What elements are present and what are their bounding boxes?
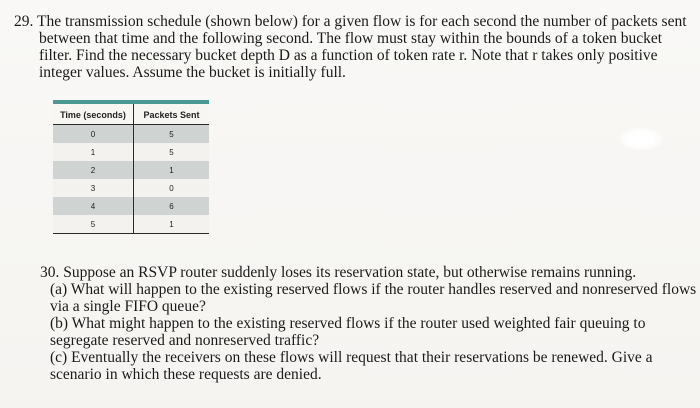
light-glare [620, 128, 662, 150]
problem-30-part-b-line-1: (b) What might happen to the existing reserved flows if the router used weighted fair queuing to [50, 315, 646, 332]
problem-29-line-2: between that time and the following second. The flow must stay within the bounds of a token bucket [39, 30, 663, 47]
problem-30 [40, 264, 697, 383]
problem-29-line-3: filter. Find the necessary bucket depth D as a function of token rate r. Note that r takes only positive [39, 47, 658, 64]
problem-29 [14, 13, 698, 81]
problem-30-part-a-line-2: via a single FIFO queue? [50, 298, 206, 315]
packets-cell: 6 [134, 197, 210, 215]
packets-cell: 5 [134, 125, 210, 144]
header-packets: Packets Sent [134, 102, 210, 125]
problem-30-number: 30. [40, 264, 60, 281]
table-row [53, 215, 209, 234]
time-cell: 5 [53, 215, 134, 234]
table-row [53, 179, 209, 197]
problem-30-part-a-line-1: (a) What will happen to the existing reserved flows if the router handles reserved and nonreserved flows [50, 281, 697, 298]
time-cell: 2 [53, 161, 134, 179]
table-row [53, 197, 209, 215]
problem-30-part-c-line-1: (c) Eventually the receivers on these flows will request that their reservations be renewed. Give a [50, 349, 653, 366]
problem-29-number: 29. [14, 13, 34, 30]
packets-cell: 0 [134, 179, 210, 197]
time-cell: 0 [53, 125, 134, 144]
header-time: Time (seconds) [53, 102, 134, 125]
packets-cell: 1 [134, 161, 210, 179]
problem-30-part-b-line-2: segregate reserved and nonreserved traffic? [50, 332, 320, 349]
transmission-schedule-table [53, 100, 209, 234]
time-cell: 4 [53, 197, 134, 215]
problem-29-line-1: 29. The transmission schedule (shown below) for a given flow is for each second the number of packets sent [14, 13, 687, 30]
table-header-row [53, 102, 209, 125]
table-row [53, 161, 209, 179]
table-row [53, 143, 209, 161]
problem-30-intro: 30. Suppose an RSVP router suddenly loses its reservation state, but otherwise remains running. [40, 264, 637, 281]
table-row [53, 125, 209, 144]
time-cell: 1 [53, 143, 134, 161]
problem-30-part-c-line-2: scenario in which these requests are denied. [50, 366, 322, 383]
packets-cell: 1 [134, 215, 210, 234]
packets-cell: 5 [134, 143, 210, 161]
time-cell: 3 [53, 179, 134, 197]
problem-29-line-4: integer values. Assume the bucket is initially full. [39, 64, 346, 81]
